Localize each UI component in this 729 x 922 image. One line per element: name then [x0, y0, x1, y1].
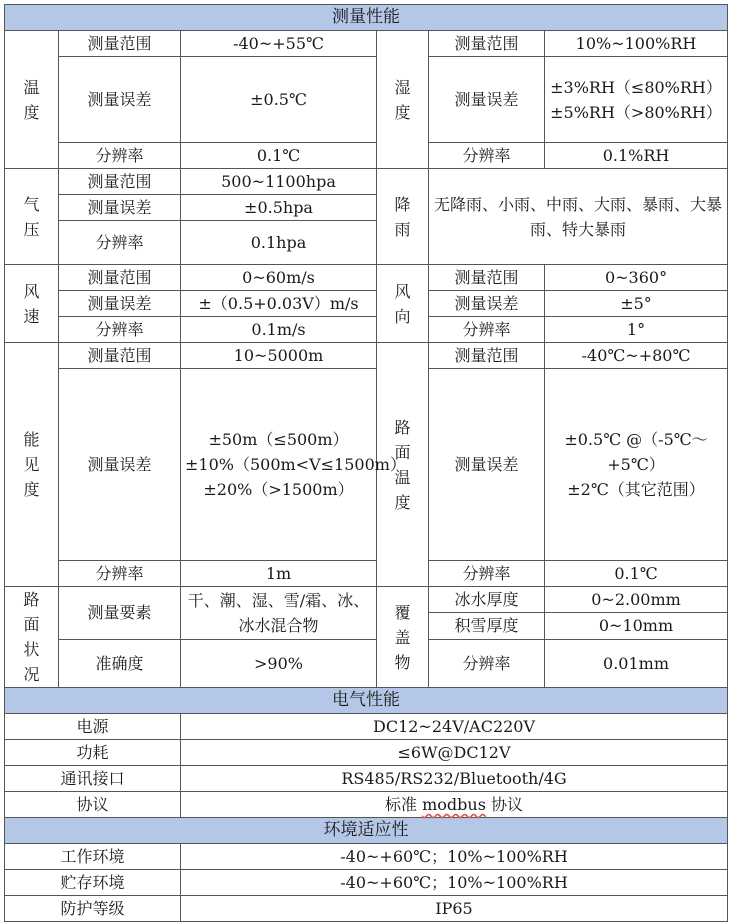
category-visibility: 能见度	[5, 343, 59, 587]
label-resolution: 分辨率	[429, 317, 545, 343]
value-press-error: ±0.5hpa	[181, 195, 377, 221]
value-snow-thick: 0~10mm	[545, 613, 728, 639]
label-error: 测量误差	[59, 195, 181, 221]
category-rain: 降雨	[377, 169, 429, 265]
value-storage-env: -40~+60℃；10%~100%RH	[181, 870, 728, 896]
label-accuracy: 准确度	[59, 639, 181, 688]
label-range: 测量范围	[59, 265, 181, 291]
label-range: 测量范围	[429, 31, 545, 57]
label-snow-thickness: 积雪厚度	[429, 613, 545, 639]
label-error: 测量误差	[59, 291, 181, 317]
category-pressure: 气压	[5, 169, 59, 265]
value-hum-range: 10%~100%RH	[545, 31, 728, 57]
value-press-range: 500~1100hpa	[181, 169, 377, 195]
section-header-electrical: 电气性能	[5, 688, 728, 714]
label-error: 测量误差	[429, 57, 545, 143]
value-protocol	[181, 792, 728, 818]
value-working-env: -40~+60℃；10%~100%RH	[181, 844, 728, 870]
section-header-environment: 环境适应性	[5, 818, 728, 844]
label-resolution: 分辨率	[429, 561, 545, 587]
label-ice-thickness: 冰水厚度	[429, 587, 545, 613]
label-error: 测量误差	[429, 291, 545, 317]
value-vis-res: 1m	[181, 561, 377, 587]
category-temperature: 温度	[5, 31, 59, 169]
label-element: 测量要素	[59, 587, 181, 640]
label-resolution: 分辨率	[429, 143, 545, 169]
label-range: 测量范围	[59, 31, 181, 57]
value-wd-range: 0~360°	[545, 265, 728, 291]
value-temp-res: 0.1℃	[181, 143, 377, 169]
label-protection: 防护等级	[5, 896, 181, 922]
category-road-state: 路面状况	[5, 587, 59, 688]
category-coverage: 覆盖物	[377, 587, 429, 688]
value-consumption: ≤6W@DC12V	[181, 740, 728, 766]
value-hum-error: ±3%RH（≤80%RH） ±5%RH（>80%RH）	[545, 57, 728, 143]
value-road-accuracy: >90%	[181, 639, 377, 688]
label-range: 测量范围	[59, 169, 181, 195]
section-header-measurement: 测量性能	[5, 5, 728, 31]
protocol-name: modbus	[422, 795, 486, 814]
value-road-elements: 干、潮、湿、雪/霜、冰、冰水混合物	[181, 587, 377, 640]
label-storage-env: 贮存环境	[5, 870, 181, 896]
value-rt-error: ±0.5℃ @（-5℃～+5℃） ±2℃（其它范围）	[545, 369, 728, 561]
value-ws-res: 0.1m/s	[181, 317, 377, 343]
value-protection: IP65	[181, 896, 728, 922]
label-consumption: 功耗	[5, 740, 181, 766]
label-interface: 通讯接口	[5, 766, 181, 792]
value-temp-range: -40~+55℃	[181, 31, 377, 57]
label-resolution: 分辨率	[59, 221, 181, 265]
value-rt-range: -40℃~+80℃	[545, 343, 728, 369]
value-temp-error: ±0.5℃	[181, 57, 377, 143]
value-wd-error: ±5°	[545, 291, 728, 317]
protocol-prefix: 标准	[385, 795, 423, 814]
value-power: DC12~24V/AC220V	[181, 714, 728, 740]
category-road-temp: 路面温度	[377, 343, 429, 587]
category-humidity: 湿度	[377, 31, 429, 169]
spec-table	[4, 4, 728, 922]
label-working-env: 工作环境	[5, 844, 181, 870]
value-wd-res: 1°	[545, 317, 728, 343]
value-vis-error: ±50m（≤500m） ±10%（500m<V≤1500m） ±20%（>1500m）	[181, 369, 377, 561]
value-interface: RS485/RS232/Bluetooth/4G	[181, 766, 728, 792]
label-protocol: 协议	[5, 792, 181, 818]
value-ice-thick: 0~2.00mm	[545, 587, 728, 613]
label-resolution: 分辨率	[59, 317, 181, 343]
value-vis-range: 10~5000m	[181, 343, 377, 369]
value-ws-range: 0~60m/s	[181, 265, 377, 291]
value-rt-res: 0.1℃	[545, 561, 728, 587]
label-range: 测量范围	[429, 265, 545, 291]
value-hum-res: 0.1%RH	[545, 143, 728, 169]
value-cover-res: 0.01mm	[545, 639, 728, 688]
value-rain-types: 无降雨、小雨、中雨、大雨、暴雨、大暴雨、特大暴雨	[429, 169, 728, 265]
category-wind-speed: 风速	[5, 265, 59, 343]
value-ws-error: ±（0.5+0.03V）m/s	[181, 291, 377, 317]
label-resolution: 分辨率	[59, 143, 181, 169]
label-range: 测量范围	[429, 343, 545, 369]
label-error: 测量误差	[59, 57, 181, 143]
value-press-res: 0.1hpa	[181, 221, 377, 265]
label-power: 电源	[5, 714, 181, 740]
label-range: 测量范围	[59, 343, 181, 369]
label-resolution: 分辨率	[429, 639, 545, 688]
label-resolution: 分辨率	[59, 561, 181, 587]
protocol-suffix: 协议	[485, 795, 524, 814]
label-error: 测量误差	[429, 369, 545, 561]
category-wind-direction: 风向	[377, 265, 429, 343]
label-error: 测量误差	[59, 369, 181, 561]
